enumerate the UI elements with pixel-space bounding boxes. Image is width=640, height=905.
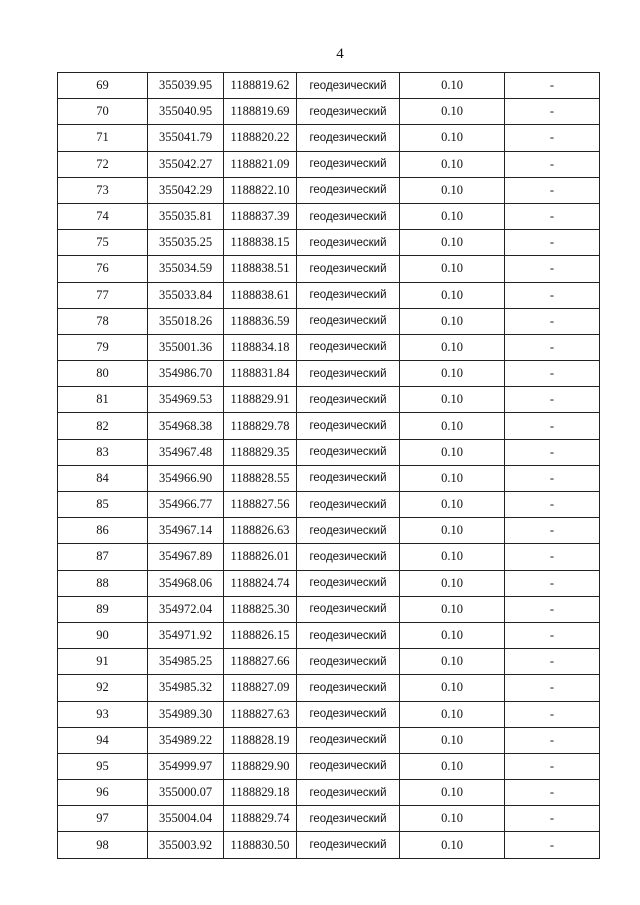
point-number-cell: 79 — [58, 334, 148, 360]
method-cell: геодезический — [297, 753, 400, 779]
y-coordinate-cell: 1188825.30 — [224, 596, 297, 622]
note-cell: - — [505, 256, 600, 282]
note-cell: - — [505, 387, 600, 413]
note-cell: - — [505, 282, 600, 308]
method-cell: геодезический — [297, 649, 400, 675]
note-cell: - — [505, 334, 600, 360]
point-number-cell: 85 — [58, 492, 148, 518]
y-coordinate-cell: 1188829.91 — [224, 387, 297, 413]
method-cell: геодезический — [297, 99, 400, 125]
table-row — [58, 780, 600, 806]
accuracy-cell: 0.10 — [400, 518, 505, 544]
x-coordinate-cell: 354967.89 — [148, 544, 224, 570]
method-cell: геодезический — [297, 439, 400, 465]
table-row — [58, 544, 600, 570]
coordinates-table-body — [58, 73, 600, 859]
point-number-cell: 75 — [58, 230, 148, 256]
y-coordinate-cell: 1188826.63 — [224, 518, 297, 544]
note-cell: - — [505, 492, 600, 518]
table-row — [58, 727, 600, 753]
point-number-cell: 96 — [58, 780, 148, 806]
accuracy-cell: 0.10 — [400, 649, 505, 675]
point-number-cell: 92 — [58, 675, 148, 701]
note-cell: - — [505, 177, 600, 203]
accuracy-cell: 0.10 — [400, 780, 505, 806]
note-cell: - — [505, 649, 600, 675]
y-coordinate-cell: 1188838.51 — [224, 256, 297, 282]
point-number-cell: 82 — [58, 413, 148, 439]
accuracy-cell: 0.10 — [400, 596, 505, 622]
note-cell: - — [505, 308, 600, 334]
point-number-cell: 77 — [58, 282, 148, 308]
note-cell: - — [505, 832, 600, 858]
table-row — [58, 832, 600, 858]
point-number-cell: 88 — [58, 570, 148, 596]
x-coordinate-cell: 355018.26 — [148, 308, 224, 334]
method-cell: геодезический — [297, 492, 400, 518]
table-row — [58, 413, 600, 439]
note-cell: - — [505, 125, 600, 151]
point-number-cell: 71 — [58, 125, 148, 151]
y-coordinate-cell: 1188824.74 — [224, 570, 297, 596]
table-row — [58, 334, 600, 360]
method-cell: геодезический — [297, 413, 400, 439]
note-cell: - — [505, 806, 600, 832]
y-coordinate-cell: 1188830.50 — [224, 832, 297, 858]
note-cell: - — [505, 465, 600, 491]
method-cell: геодезический — [297, 361, 400, 387]
table-row — [58, 806, 600, 832]
accuracy-cell: 0.10 — [400, 125, 505, 151]
accuracy-cell: 0.10 — [400, 308, 505, 334]
point-number-cell: 83 — [58, 439, 148, 465]
note-cell: - — [505, 230, 600, 256]
accuracy-cell: 0.10 — [400, 570, 505, 596]
note-cell: - — [505, 701, 600, 727]
accuracy-cell: 0.10 — [400, 151, 505, 177]
method-cell: геодезический — [297, 570, 400, 596]
accuracy-cell: 0.10 — [400, 73, 505, 99]
accuracy-cell: 0.10 — [400, 361, 505, 387]
method-cell: геодезический — [297, 230, 400, 256]
y-coordinate-cell: 1188826.01 — [224, 544, 297, 570]
accuracy-cell: 0.10 — [400, 806, 505, 832]
method-cell: геодезический — [297, 125, 400, 151]
table-row — [58, 596, 600, 622]
coordinates-table — [57, 72, 600, 859]
table-row — [58, 73, 600, 99]
accuracy-cell: 0.10 — [400, 465, 505, 491]
method-cell: геодезический — [297, 282, 400, 308]
table-row — [58, 230, 600, 256]
y-coordinate-cell: 1188829.90 — [224, 753, 297, 779]
method-cell: геодезический — [297, 596, 400, 622]
point-number-cell: 80 — [58, 361, 148, 387]
accuracy-cell: 0.10 — [400, 413, 505, 439]
method-cell: геодезический — [297, 701, 400, 727]
method-cell: геодезический — [297, 544, 400, 570]
method-cell: геодезический — [297, 727, 400, 753]
x-coordinate-cell: 355034.59 — [148, 256, 224, 282]
x-coordinate-cell: 354971.92 — [148, 622, 224, 648]
x-coordinate-cell: 354985.25 — [148, 649, 224, 675]
table-row — [58, 387, 600, 413]
x-coordinate-cell: 355039.95 — [148, 73, 224, 99]
y-coordinate-cell: 1188838.61 — [224, 282, 297, 308]
table-row — [58, 361, 600, 387]
y-coordinate-cell: 1188838.15 — [224, 230, 297, 256]
note-cell: - — [505, 544, 600, 570]
accuracy-cell: 0.10 — [400, 282, 505, 308]
method-cell: геодезический — [297, 73, 400, 99]
x-coordinate-cell: 354969.53 — [148, 387, 224, 413]
point-number-cell: 70 — [58, 99, 148, 125]
accuracy-cell: 0.10 — [400, 387, 505, 413]
table-row — [58, 151, 600, 177]
y-coordinate-cell: 1188822.10 — [224, 177, 297, 203]
accuracy-cell: 0.10 — [400, 492, 505, 518]
table-row — [58, 282, 600, 308]
y-coordinate-cell: 1188827.09 — [224, 675, 297, 701]
x-coordinate-cell: 355042.27 — [148, 151, 224, 177]
point-number-cell: 98 — [58, 832, 148, 858]
table-row — [58, 308, 600, 334]
accuracy-cell: 0.10 — [400, 99, 505, 125]
x-coordinate-cell: 354972.04 — [148, 596, 224, 622]
point-number-cell: 72 — [58, 151, 148, 177]
accuracy-cell: 0.10 — [400, 727, 505, 753]
method-cell: геодезический — [297, 465, 400, 491]
method-cell: геодезический — [297, 387, 400, 413]
point-number-cell: 91 — [58, 649, 148, 675]
note-cell: - — [505, 596, 600, 622]
x-coordinate-cell: 355042.29 — [148, 177, 224, 203]
method-cell: геодезический — [297, 832, 400, 858]
y-coordinate-cell: 1188819.69 — [224, 99, 297, 125]
x-coordinate-cell: 355033.84 — [148, 282, 224, 308]
x-coordinate-cell: 354966.77 — [148, 492, 224, 518]
note-cell: - — [505, 413, 600, 439]
point-number-cell: 93 — [58, 701, 148, 727]
method-cell: геодезический — [297, 518, 400, 544]
note-cell: - — [505, 727, 600, 753]
point-number-cell: 94 — [58, 727, 148, 753]
x-coordinate-cell: 355035.81 — [148, 203, 224, 229]
accuracy-cell: 0.10 — [400, 439, 505, 465]
y-coordinate-cell: 1188827.66 — [224, 649, 297, 675]
method-cell: геодезический — [297, 177, 400, 203]
note-cell: - — [505, 439, 600, 465]
note-cell: - — [505, 753, 600, 779]
method-cell: геодезический — [297, 622, 400, 648]
y-coordinate-cell: 1188819.62 — [224, 73, 297, 99]
x-coordinate-cell: 354967.14 — [148, 518, 224, 544]
accuracy-cell: 0.10 — [400, 230, 505, 256]
x-coordinate-cell: 354999.97 — [148, 753, 224, 779]
y-coordinate-cell: 1188831.84 — [224, 361, 297, 387]
note-cell: - — [505, 622, 600, 648]
y-coordinate-cell: 1188828.55 — [224, 465, 297, 491]
y-coordinate-cell: 1188829.35 — [224, 439, 297, 465]
y-coordinate-cell: 1188836.59 — [224, 308, 297, 334]
method-cell: геодезический — [297, 308, 400, 334]
point-number-cell: 86 — [58, 518, 148, 544]
point-number-cell: 84 — [58, 465, 148, 491]
accuracy-cell: 0.10 — [400, 334, 505, 360]
y-coordinate-cell: 1188828.19 — [224, 727, 297, 753]
note-cell: - — [505, 203, 600, 229]
point-number-cell: 73 — [58, 177, 148, 203]
table-row — [58, 256, 600, 282]
method-cell: геодезический — [297, 203, 400, 229]
point-number-cell: 76 — [58, 256, 148, 282]
table-row — [58, 622, 600, 648]
table-row — [58, 99, 600, 125]
y-coordinate-cell: 1188829.18 — [224, 780, 297, 806]
table-row — [58, 203, 600, 229]
accuracy-cell: 0.10 — [400, 544, 505, 570]
table-row — [58, 649, 600, 675]
x-coordinate-cell: 354989.30 — [148, 701, 224, 727]
y-coordinate-cell: 1188826.15 — [224, 622, 297, 648]
note-cell: - — [505, 675, 600, 701]
table-row — [58, 439, 600, 465]
accuracy-cell: 0.10 — [400, 203, 505, 229]
point-number-cell: 81 — [58, 387, 148, 413]
accuracy-cell: 0.10 — [400, 753, 505, 779]
point-number-cell: 74 — [58, 203, 148, 229]
x-coordinate-cell: 354968.06 — [148, 570, 224, 596]
x-coordinate-cell: 355041.79 — [148, 125, 224, 151]
x-coordinate-cell: 355000.07 — [148, 780, 224, 806]
x-coordinate-cell: 354966.90 — [148, 465, 224, 491]
accuracy-cell: 0.10 — [400, 675, 505, 701]
y-coordinate-cell: 1188827.56 — [224, 492, 297, 518]
table-row — [58, 753, 600, 779]
table-row — [58, 177, 600, 203]
y-coordinate-cell: 1188837.39 — [224, 203, 297, 229]
accuracy-cell: 0.10 — [400, 256, 505, 282]
table-row — [58, 701, 600, 727]
method-cell: геодезический — [297, 675, 400, 701]
y-coordinate-cell: 1188829.78 — [224, 413, 297, 439]
x-coordinate-cell: 355035.25 — [148, 230, 224, 256]
page-number: 4 — [336, 46, 344, 62]
table-row — [58, 675, 600, 701]
note-cell: - — [505, 570, 600, 596]
x-coordinate-cell: 355040.95 — [148, 99, 224, 125]
y-coordinate-cell: 1188834.18 — [224, 334, 297, 360]
y-coordinate-cell: 1188820.22 — [224, 125, 297, 151]
point-number-cell: 69 — [58, 73, 148, 99]
accuracy-cell: 0.10 — [400, 701, 505, 727]
point-number-cell: 89 — [58, 596, 148, 622]
y-coordinate-cell: 1188821.09 — [224, 151, 297, 177]
y-coordinate-cell: 1188829.74 — [224, 806, 297, 832]
point-number-cell: 90 — [58, 622, 148, 648]
note-cell: - — [505, 99, 600, 125]
x-coordinate-cell: 355001.36 — [148, 334, 224, 360]
x-coordinate-cell: 354985.32 — [148, 675, 224, 701]
x-coordinate-cell: 355004.04 — [148, 806, 224, 832]
x-coordinate-cell: 354967.48 — [148, 439, 224, 465]
point-number-cell: 87 — [58, 544, 148, 570]
method-cell: геодезический — [297, 334, 400, 360]
accuracy-cell: 0.10 — [400, 622, 505, 648]
note-cell: - — [505, 361, 600, 387]
y-coordinate-cell: 1188827.63 — [224, 701, 297, 727]
point-number-cell: 95 — [58, 753, 148, 779]
method-cell: геодезический — [297, 806, 400, 832]
x-coordinate-cell: 354989.22 — [148, 727, 224, 753]
method-cell: геодезический — [297, 256, 400, 282]
note-cell: - — [505, 151, 600, 177]
table-row — [58, 465, 600, 491]
note-cell: - — [505, 780, 600, 806]
method-cell: геодезический — [297, 151, 400, 177]
point-number-cell: 97 — [58, 806, 148, 832]
x-coordinate-cell: 355003.92 — [148, 832, 224, 858]
x-coordinate-cell: 354986.70 — [148, 361, 224, 387]
accuracy-cell: 0.10 — [400, 832, 505, 858]
method-cell: геодезический — [297, 780, 400, 806]
table-row — [58, 518, 600, 544]
accuracy-cell: 0.10 — [400, 177, 505, 203]
note-cell: - — [505, 518, 600, 544]
table-row — [58, 492, 600, 518]
note-cell: - — [505, 73, 600, 99]
point-number-cell: 78 — [58, 308, 148, 334]
table-row — [58, 125, 600, 151]
x-coordinate-cell: 354968.38 — [148, 413, 224, 439]
table-row — [58, 570, 600, 596]
